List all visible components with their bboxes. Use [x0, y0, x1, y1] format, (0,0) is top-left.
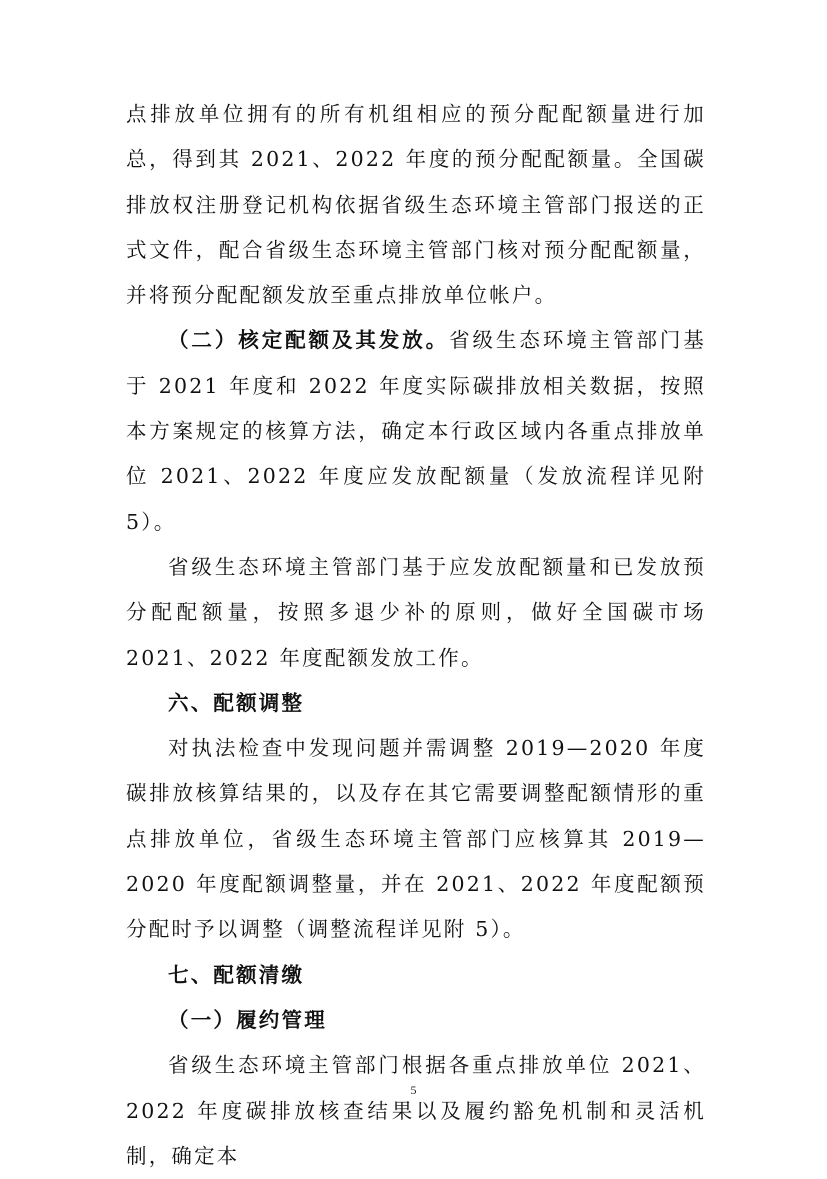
section-lead-verify-allocation: （二）核定配额及其发放。	[168, 328, 450, 353]
subsection-heading-compliance-management: （一）履约管理	[168, 1007, 327, 1032]
paragraph-compliance: 省级生态环境主管部门根据各重点排放单位 2021、2022 年度碳排放核查结果以及履约豁免机制和灵活机制，确定本	[126, 1053, 706, 1168]
section-heading-allocation-surrender: 七、配额清缴	[168, 962, 305, 987]
paragraph-verify-allocation-body: 省级生态环境主管部门基于 2021 年度和 2022 年度实际碳排放相关数据，按照本方案规定的核算方法，确定本行政区域内各重点排放单位 2021、2022 年度应发放配额量（发放流程详见附 5）。	[126, 328, 707, 534]
section-heading-allocation-adjustment: 六、配额调整	[168, 690, 305, 715]
page-number: 5	[410, 1083, 417, 1097]
document-body	[126, 92, 706, 1179]
paragraph-verify-allocation	[126, 318, 706, 544]
paragraph-adjustment: 对执法检查中发现问题并需调整 2019—2020 年度碳排放核算结果的，以及存在其它需要调整配额情形的重点排放单位，省级生态环境主管部门应核算其 2019—2020 年度配额调整量，并在 2021、2022 年度配额预分配时予以调整（调整流程详见附 5）。	[126, 736, 706, 942]
paragraph-refund-supplement: 省级生态环境主管部门基于应发放配额量和已发放预分配配额量，按照多退少补的原则，做好全国碳市场 2021、2022 年度配额发放工作。	[126, 554, 706, 670]
paragraph-preallocation-sum: 点排放单位拥有的所有机组相应的预分配配额量进行加总，得到其 2021、2022 年度的预分配配额量。全国碳排放权注册登记机构依据省级生态环境主管部门报送的正式文件，配合省级生态环境主管部门核对预分配配额量，并将预分配配额发放至重点排放单位帐户。	[126, 102, 706, 308]
